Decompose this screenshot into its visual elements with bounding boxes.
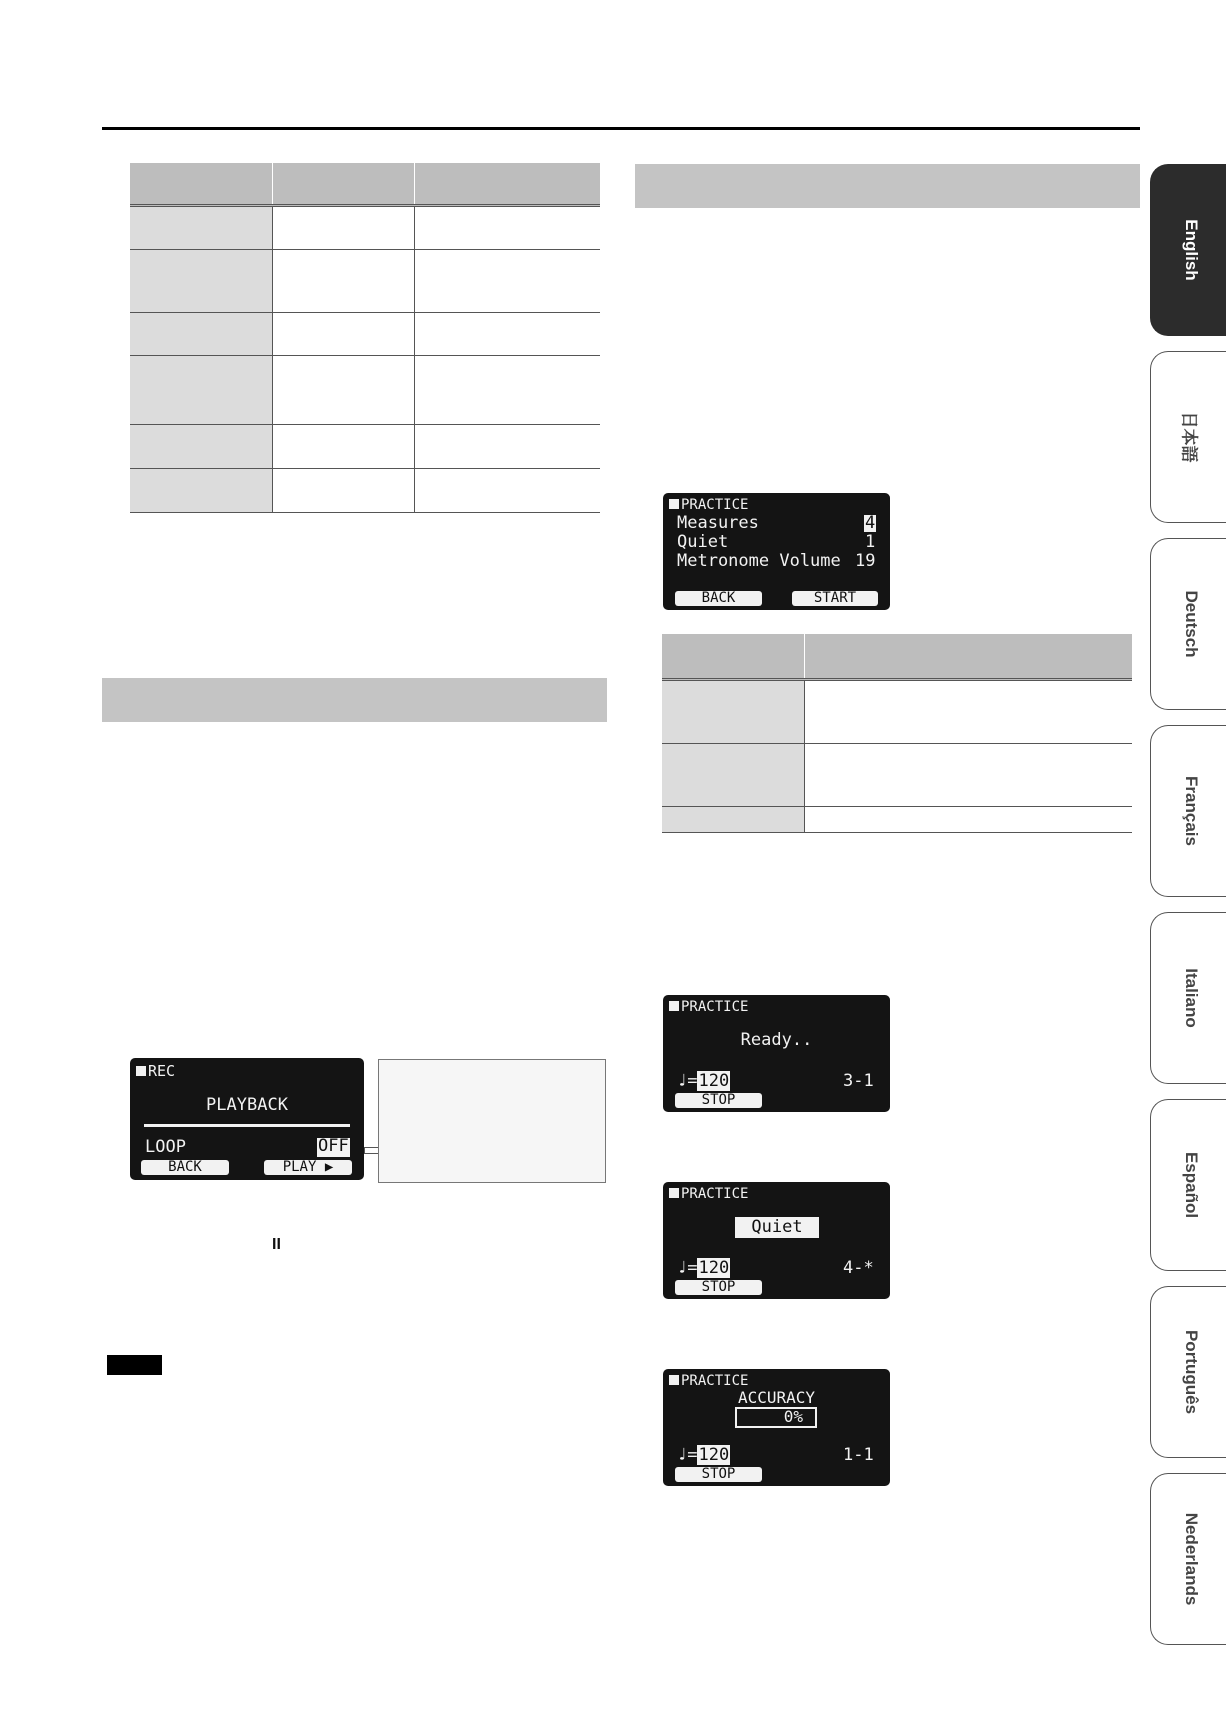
tab-label: English [1182, 219, 1201, 281]
pause-icon: II [272, 1236, 281, 1253]
start-button[interactable]: START [792, 591, 878, 606]
accuracy-box [735, 1407, 817, 1428]
measures-value[interactable]: 4 [865, 513, 876, 533]
top-rule [102, 127, 1140, 130]
table-header [130, 163, 600, 207]
table-row [662, 807, 1132, 833]
tab-label: Italiano [1182, 968, 1201, 1028]
screen-header: PRACTICE [669, 1000, 748, 1014]
practice-ready-screen [663, 995, 890, 1112]
language-tab-italiano[interactable] [1150, 912, 1226, 1084]
quiet-value: 1 [865, 532, 876, 552]
playback-progress-bar [144, 1124, 350, 1127]
rec-playback-screen [130, 1058, 364, 1180]
tempo-prefix: ♩= [677, 1445, 698, 1465]
left-parameter-table [130, 163, 600, 513]
language-tab-francais[interactable] [1150, 725, 1226, 897]
screen-title: PLAYBACK [206, 1095, 288, 1115]
language-tab-nederlands[interactable] [1150, 1473, 1226, 1645]
metronome-volume-value: 19 [855, 551, 876, 571]
language-tab-portugues[interactable] [1150, 1286, 1226, 1458]
tempo-display [677, 1447, 730, 1464]
note-label [107, 1355, 162, 1375]
tab-label: Deutsch [1182, 590, 1201, 658]
tab-label: Português [1182, 1329, 1201, 1415]
practice-parameter-table [662, 634, 1132, 833]
language-tab-english[interactable] [1150, 164, 1226, 336]
quiet-label: Quiet [677, 532, 729, 552]
screen-header: PRACTICE [669, 1187, 748, 1201]
quiet-indicator: Quiet [735, 1217, 819, 1238]
stop-button[interactable]: STOP [675, 1093, 762, 1108]
section-heading-bar-left [102, 678, 607, 722]
tab-label: 日本語 [1179, 411, 1199, 463]
tempo-value[interactable]: 120 [698, 1258, 730, 1278]
tab-label: Français [1182, 776, 1201, 846]
measures-label: Measures [677, 513, 759, 533]
accuracy-value: 0% [783, 1407, 803, 1426]
screen-header: REC [136, 1064, 175, 1079]
accuracy-label: ACCURACY [737, 1388, 816, 1407]
table-row [130, 425, 600, 469]
table-row [662, 744, 1132, 807]
table-row [130, 356, 600, 425]
practice-accuracy-screen [663, 1369, 890, 1486]
tab-label: Nederlands [1182, 1512, 1201, 1606]
practice-quiet-screen [663, 1182, 890, 1299]
tempo-display [677, 1260, 730, 1277]
table-row [662, 681, 1132, 744]
stop-button[interactable]: STOP [675, 1280, 762, 1295]
tempo-prefix: ♩= [677, 1258, 698, 1278]
callout-box [378, 1059, 606, 1183]
measure-position: 4-* [843, 1258, 874, 1278]
language-tab-espanol[interactable] [1150, 1099, 1226, 1271]
back-button[interactable]: BACK [675, 591, 762, 606]
screen-header: PRACTICE [669, 1374, 748, 1388]
language-tab-deutsch[interactable] [1150, 538, 1226, 710]
play-button[interactable]: PLAY ▶ [264, 1160, 352, 1175]
stop-button[interactable]: STOP [675, 1467, 762, 1482]
tempo-prefix: ♩= [677, 1071, 698, 1091]
table-header [662, 634, 1132, 681]
table-row [130, 250, 600, 313]
table-row [130, 469, 600, 513]
metronome-volume-label: Metronome Volume [677, 551, 841, 571]
section-heading-bar-right [635, 164, 1140, 208]
status-message: Ready.. [740, 1030, 813, 1050]
tab-label: Español [1182, 1151, 1201, 1219]
measure-position: 1-1 [843, 1445, 874, 1465]
measure-position: 3-1 [843, 1071, 874, 1091]
loop-value[interactable]: OFF [318, 1136, 349, 1156]
language-tab-japanese[interactable] [1150, 351, 1226, 523]
loop-label: LOOP [145, 1137, 186, 1157]
screen-header: PRACTICE [669, 498, 748, 512]
practice-setup-screen [663, 493, 890, 610]
tempo-value[interactable]: 120 [698, 1071, 730, 1091]
tempo-value[interactable]: 120 [698, 1445, 730, 1465]
table-row [130, 313, 600, 356]
table-row [130, 207, 600, 250]
tempo-display [677, 1073, 730, 1090]
back-button[interactable]: BACK [141, 1160, 229, 1175]
